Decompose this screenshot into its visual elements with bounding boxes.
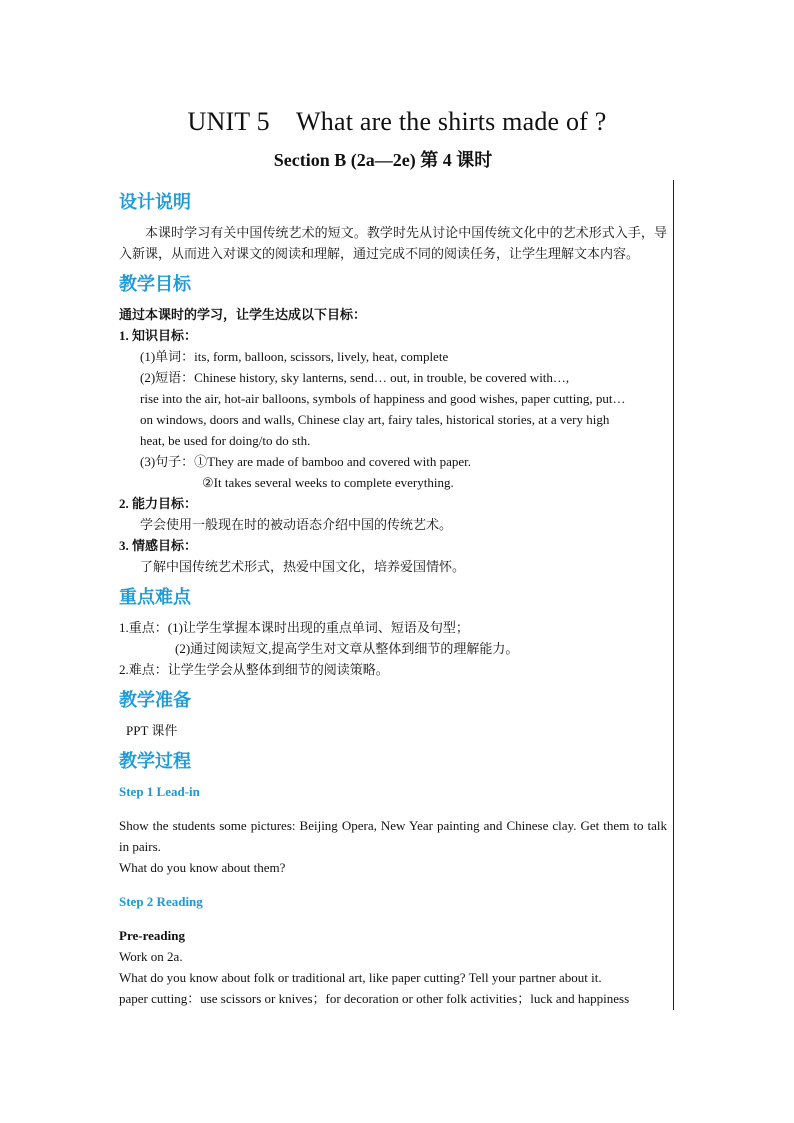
work-line: Work on 2a. bbox=[119, 949, 183, 964]
phrases-line-3: on windows, doors and walls, Chinese clay art, fairy tales, historical stories, at a very high bbox=[140, 412, 610, 427]
emotion-label: 3. 情感目标： bbox=[119, 538, 198, 553]
design-heading: 设计说明 bbox=[119, 192, 191, 213]
page-title: UNIT 5 What are the shirts made of ? bbox=[187, 107, 607, 136]
phrases-line-2: rise into the air, hot-air balloons, symbols of happiness and good wishes, paper cutting, put… bbox=[140, 391, 626, 406]
step1-text: Show the students some pictures: Beijing Opera, New Year painting and Chinese clay. Get them to talk in pairs. bbox=[119, 818, 667, 854]
prereading-answer: paper cutting：use scissors or knives；for decoration or other folk activities；luck and happiness bbox=[119, 991, 630, 1006]
keypoints-heading: 重点难点 bbox=[119, 587, 191, 608]
sentences-line-2: ②It takes several weeks to complete everything. bbox=[202, 475, 454, 490]
goals-heading: 教学目标 bbox=[119, 274, 191, 295]
design-text: 本课时学习有关中国传统艺术的短文。教学时先从讨论中国传统文化中的艺术形式入手，导入新课，从而进入对课文的阅读和理解，通过完成不同的阅读任务，让学生理解文本内容。 bbox=[119, 225, 667, 261]
prereading-question: What do you know about folk or traditional art, like paper cutting? Tell your partner about it. bbox=[119, 970, 602, 985]
keypoints-line-2: (2)通过阅读短文,提高学生对文章从整体到细节的理解能力。 bbox=[175, 641, 519, 656]
prereading-label: Pre-reading bbox=[119, 928, 185, 943]
ability-label: 2. 能力目标： bbox=[119, 496, 198, 511]
page-subtitle: Section B (2a—2e) 第 4 课时 bbox=[273, 150, 493, 170]
lesson-content bbox=[119, 188, 667, 1009]
ability-text: 学会使用一般现在时的被动语态介绍中国的传统艺术。 bbox=[140, 517, 453, 532]
prep-heading: 教学准备 bbox=[119, 690, 191, 711]
step1-title: Step 1 Lead-in bbox=[119, 784, 200, 799]
phrases-line-4: heat, be used for doing/to do sth. bbox=[140, 433, 311, 448]
words-line: (1)单词：its, form, balloon, scissors, lively, heat, complete bbox=[140, 349, 449, 364]
step2-title: Step 2 Reading bbox=[119, 894, 203, 909]
sentences-line-1: (3)句子：①They are made of bamboo and covered with paper. bbox=[140, 454, 472, 469]
process-heading: 教学过程 bbox=[119, 751, 191, 772]
goals-intro: 通过本课时的学习，让学生达成以下目标： bbox=[119, 307, 367, 322]
margin-rule bbox=[673, 180, 674, 1010]
keypoints-line-3: 2.难点：让学生学会从整体到细节的阅读策略。 bbox=[119, 662, 389, 677]
prep-text: PPT 课件 bbox=[126, 723, 178, 738]
emotion-text: 了解中国传统艺术形式，热爱中国文化，培养爱国情怀。 bbox=[140, 559, 466, 574]
phrases-line-1: (2)短语：Chinese history, sky lanterns, send… out, in trouble, be covered with…, bbox=[140, 370, 570, 385]
keypoints-line-1: 1.重点：(1)让学生掌握本课时出现的重点单词、短语及句型； bbox=[119, 620, 469, 635]
knowledge-label: 1. 知识目标： bbox=[119, 328, 198, 343]
step1-question: What do you know about them? bbox=[119, 860, 286, 875]
